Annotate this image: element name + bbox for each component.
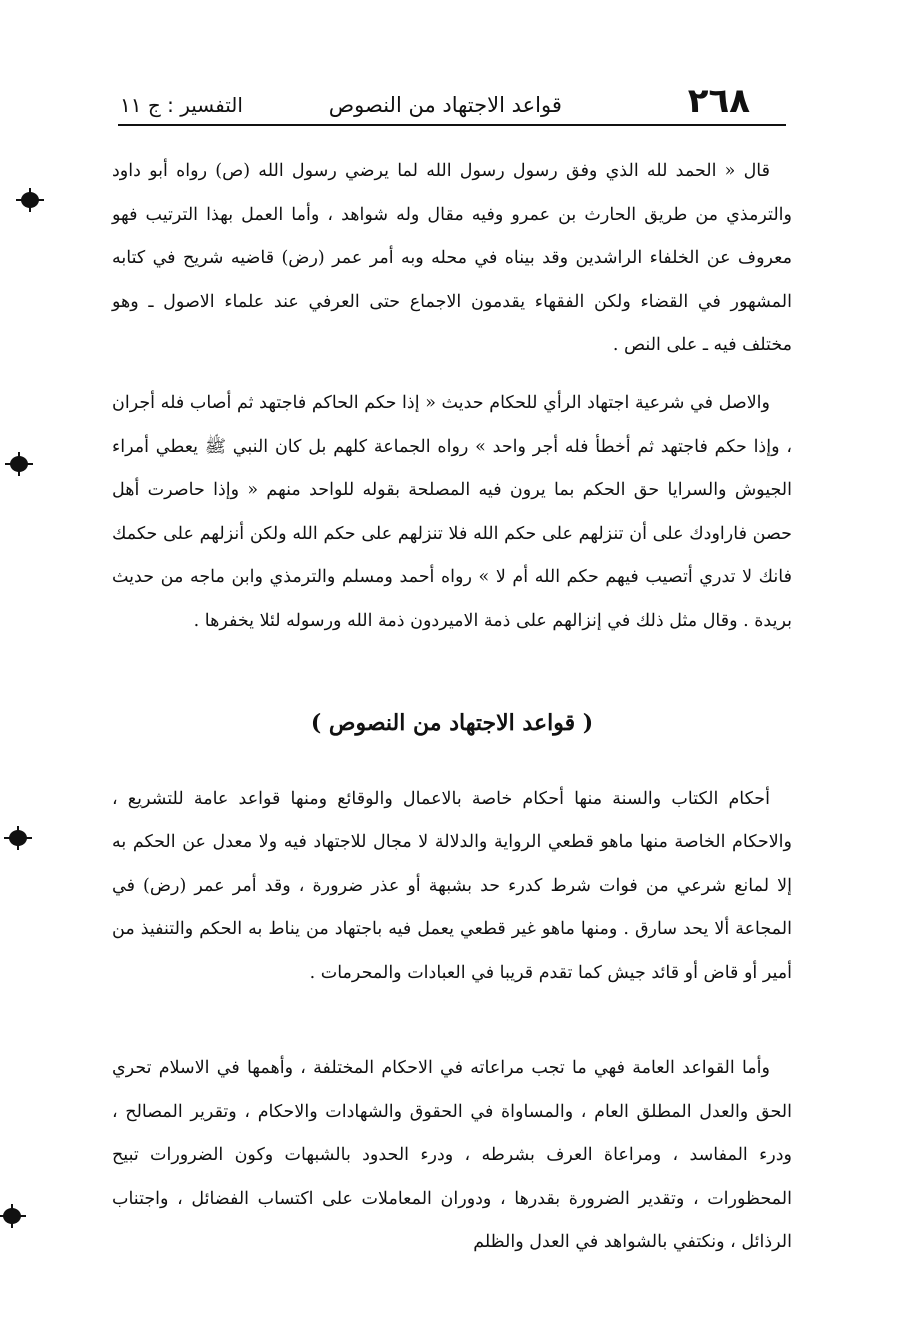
ink-blot-mark (10, 456, 28, 472)
volume-label: التفسير : ج ١١ (120, 93, 243, 117)
ink-blot-mark (9, 830, 27, 846)
paragraph-1 (112, 150, 792, 368)
section-heading: ( قواعد الاجتهاد من النصوص ) (310, 710, 594, 736)
page-number: ٢٦٨ (687, 81, 750, 121)
paragraph-text: وأما القواعد العامة فهي ما تجب مراعاته في الاحكام المختلفة ، وأهمها في الاسلام تحري الحق والعدل المطلق العام ، والمساواة في الحقوق والشهادات والاحكام ، وتقرير المصالح ، ودرء المفاسد ، ومراعاة العرف بشرطه ، ودرء الحدود بالشبهات وكون الضرورات تبيح المحظورات ، وتقدير الضرورة بقدرها ، ودوران المعاملات على اكتساب الفضائل ، واجتناب الرذائل ، ونكتفي بالشواهد في العدل والظلم (112, 1058, 792, 1253)
paragraph-4 (112, 1047, 792, 1265)
running-title: قواعد الاجتهاد من النصوص (328, 93, 562, 117)
page-header (120, 78, 750, 121)
paragraph-text: والاصل في شرعية اجتهاد الرأي للحكام حديث « إذا حكم الحاكم فاجتهد ثم أصاب فله أجران ، وإذا حكم فاجتهد ثم أخطأ فله أجر واحد » رواه الجماعة كلهم بل كان النبي ﷺ يعطي أمراء الجيوش والسرايا حق الحكم بما يرون فيه المصلحة بقوله للواحد منهم « وإذا حاصرت أهل حصن فاراودك على أن تنزلهم على حكم الله فلا تنزلهم على حكم الله ولكن أنزلهم على حكمك فانك لا تدري أتصيب فيهم حكم الله أم لا » رواه أحمد ومسلم والترمذي وابن ماجه من حديث بريدة . وقال مثل ذلك في إنزالهم على ذمة الاميردون ذمة الله ورسوله لئلا يخفرها . (112, 393, 792, 631)
paragraph-text: قال « الحمد لله الذي وفق رسول رسول الله لما يرضي رسول الله (ص) رواه أبو داود والترمذي من طريق الحارث بن عمرو وفيه مقال وله شواهد ، وأما العمل بهذا الترتيب فهو معروف عن الخلفاء الراشدين وقد بيناه في محله وبه أمر عمر (رض) قاضيه شريح في كتابه المشهور في القضاء ولكن الفقهاء يقدمون الاجماع حتى العرفي عند علماء الاصول ـ وهو مختلف فيه ـ على النص . (112, 161, 792, 356)
ink-blot-mark (21, 192, 39, 208)
paragraph-2 (112, 382, 792, 644)
paragraph-3 (112, 778, 792, 995)
paragraph-text: أحكام الكتاب والسنة منها أحكام خاصة بالاعمال والوقائع ومنها قواعد عامة للتشريع ، والاحكام الخاصة منها ماهو قطعي الرواية والدلالة لا مجال للاجتهاد فيه ولا معدل عن الحكم به إلا لمانع شرعي من فوات شرط كدرء حد بشبهة أو عذر ضرورة ، وقد أمر عمر (رض) في المجاعة ألا يحد سارق . ومنها ماهو غير قطعي يعمل فيه باجتهاد من يناط به الحكم والتنفيذ من أمير أو قاض أو قائد جيش كما تقدم قريبا في العبادات والمحرمات . (112, 789, 792, 983)
header-rule (118, 124, 786, 126)
ink-blot-mark (3, 1208, 21, 1224)
